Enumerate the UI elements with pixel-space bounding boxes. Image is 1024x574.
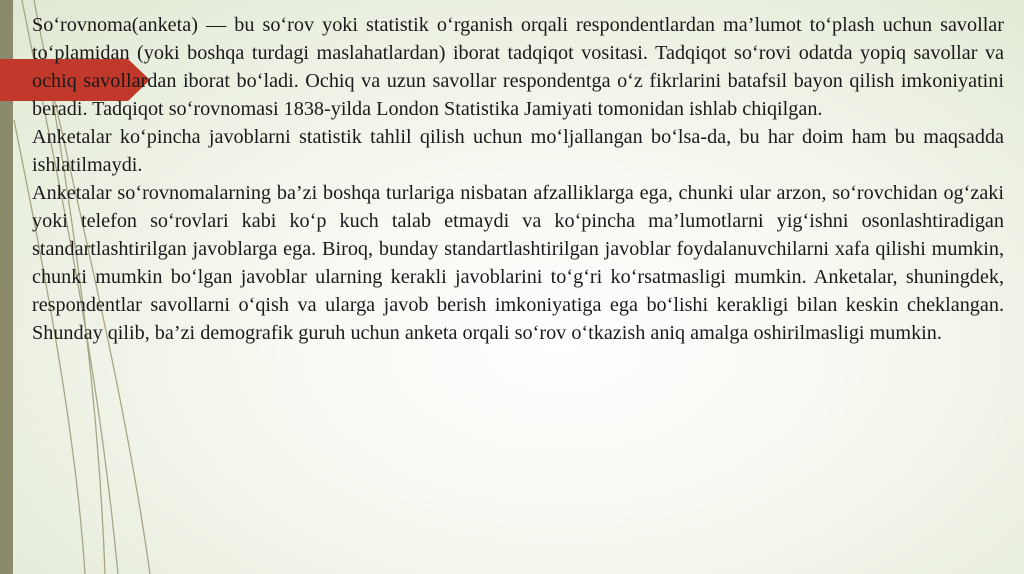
body-text bbox=[32, 11, 1004, 347]
paragraph-3: Anketalar so‘rovnomalarning ba’zi boshqa turlariga nisbatan afzalliklarga ega, chunki ular arzon, so‘rovchidan og‘zaki yoki telefon so‘rovlari kabi ko‘p kuch talab etmaydi va ko‘pincha ma’lumotlarni yig‘ishni osonlashtiradigan standartlashtirilgan javoblarga ega. Biroq, bunday standartlashtirilgan javoblar foydalanuvchilarni xafa qilishi mumkin, chunki mumkin bo‘lgan javoblar ularning kerakli javoblarini to‘g‘ri ko‘rsatmasligi mumkin. Anketalar, shuningdek, respondentlar savollarni o‘qish va ularga javob berish imkoniyatiga ega bo‘lishi kerakligi bilan keskin cheklangan. Shunday qilib, ba’zi demografik guruh uchun anketa orqali so‘rov o‘tkazish aniq amalga oshirilmasligi mumkin. bbox=[32, 182, 1004, 344]
paragraph-2: Anketalar ko‘pincha javoblarni statistik tahlil qilish uchun mo‘ljallangan bo‘lsa-da, bu har doim ham bu maqsadda ishlatilmaydi. bbox=[32, 126, 1004, 176]
paragraph-1: So‘rovnoma(anketa) — bu so‘rov yoki statistik o‘rganish orqali respondentlardan ma’lumot to‘plash uchun savollar to‘plamidan (yoki boshqa turdagi maslahatlardan) iborat tadqiqot vositasi. Tadqiqot so‘rovi odatda yopiq savollar va ochiq savollardan iborat bo‘ladi. Ochiq va uzun savollar respondentga o‘z fikrlarini batafsil bayon qilish imkoniyatini beradi. Tadqiqot so‘rovnomasi 1838-yilda London Statistika Jamiyati tomonidan ishlab chiqilgan. bbox=[32, 14, 1004, 120]
